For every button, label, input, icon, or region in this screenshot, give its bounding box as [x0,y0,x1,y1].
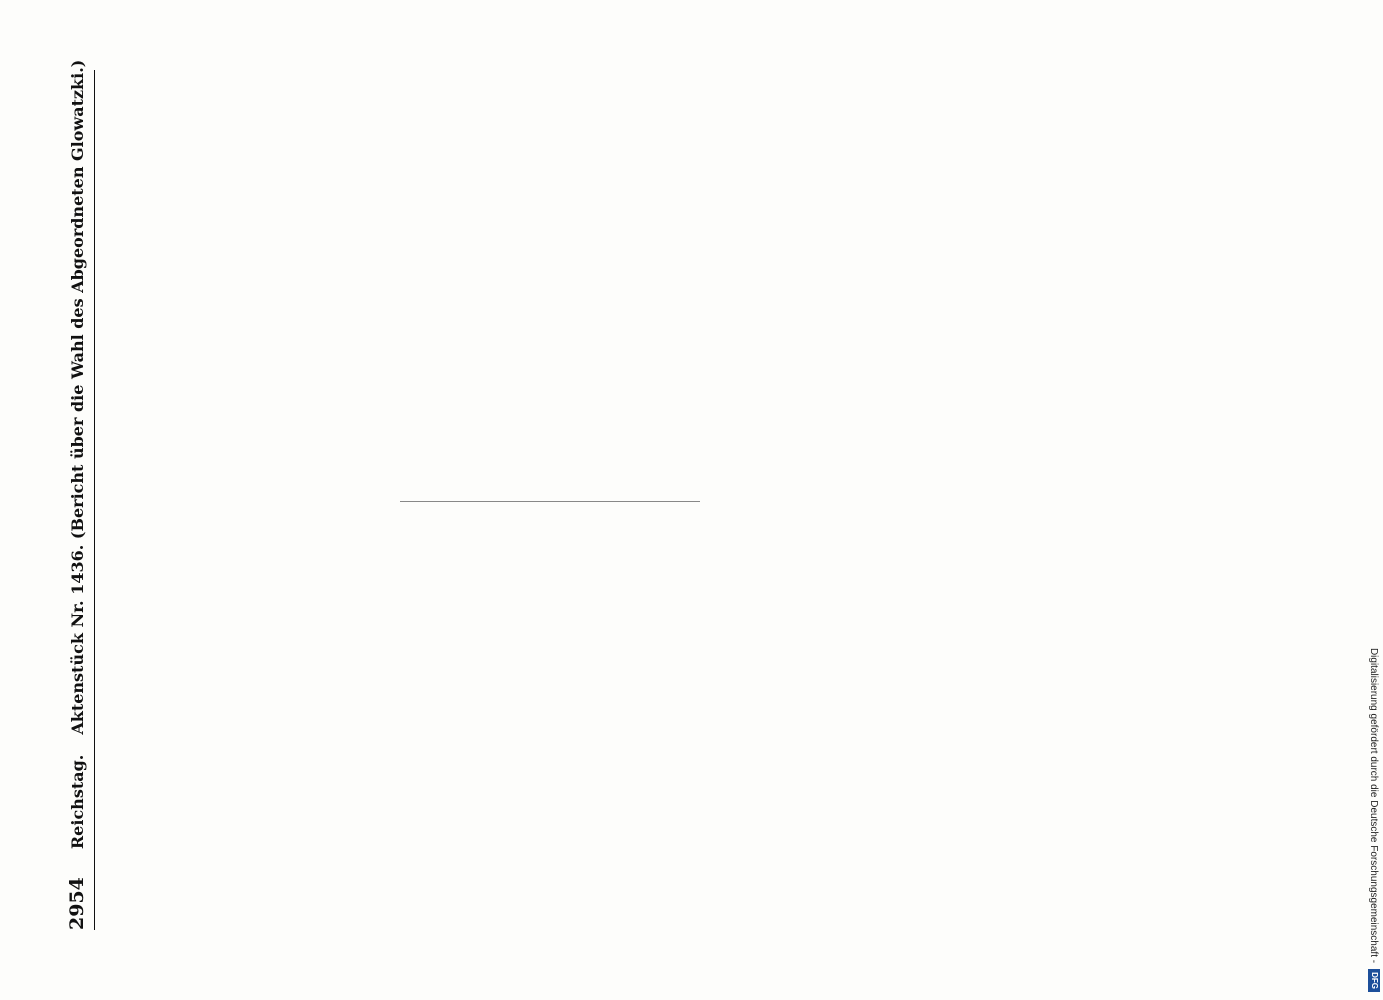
page-number: 2954 [66,877,88,930]
column-a2 [106,62,466,482]
column-divider [400,501,700,502]
column-c2 [880,62,1280,482]
column-c1 [880,510,1280,930]
page-title: Aktenstück Nr. 1436. (Bericht über die Wahl des Abgeordneten Glowatzki.) [68,59,87,735]
section-name: Reichstag. [68,754,87,850]
column-b1 [508,520,858,930]
page-header [66,59,95,930]
credit-text: Digitalisierung gefördert durch die Deutsche Forschungsgemeinschaft - [1368,647,1380,964]
dfg-logo: DFG [1368,969,1380,992]
column-a1 [106,510,466,930]
column-b2 [508,62,858,482]
